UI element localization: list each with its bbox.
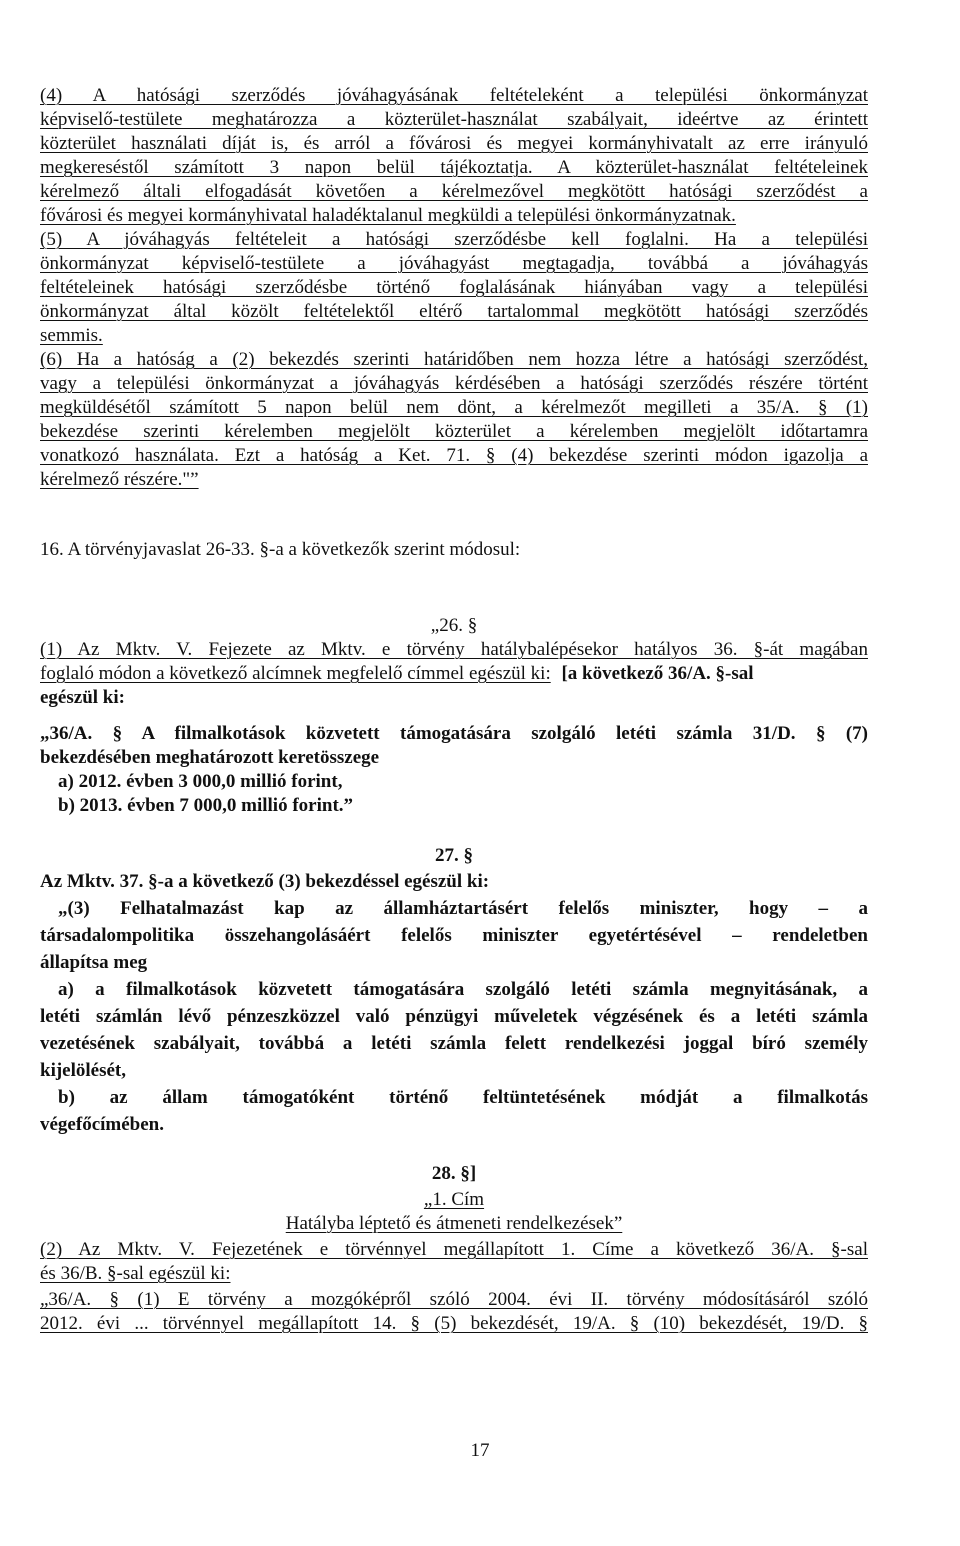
paragraph-line: bekezdésében meghatározott keretösszege [40,747,380,768]
paragraph-line: „36/A. § A filmalkotások közvetett támogatására szolgáló letéti számla 31/D. § (7) [40,723,868,744]
paragraph-line: megküldésétől számított 5 napon belül nem dönt, a kérelmezőt megilleti a 35/A. § (1) [40,397,868,418]
paragraph-line: közterület használati díját is, és arról a fővárosi és megyei kormányhivatalt az erre irányuló [40,133,868,154]
section-number: 28. §] [431,1163,477,1184]
paragraph-line: kérelmező részére."” [40,469,199,490]
paragraph-line: letéti számlán lévő pénzeszközzel való pénzügyi műveletek végzésének és a letéti számla [40,1006,868,1027]
paragraph-line: feltételeinek hatósági szerződésbe történő foglalásának hiányában vagy a települési [40,277,868,298]
section-number: „26. § [430,615,478,636]
paragraph-line: Az Mktv. 37. §-a a következő (3) bekezdéssel egészül ki: [40,871,490,892]
paragraph-line: (6) Ha a hatóság a (2) bekezdés szerinti határidőben nem hozza létre a hatósági szerződést, [40,349,868,370]
list-item: b) az állam támogatóként történő feltüntetésének módját a filmalkotás [58,1087,868,1108]
list-item: a) 2012. évben 3 000,0 millió forint, [58,771,343,792]
paragraph-line: „36/A. § (1) E törvény a mozgóképről szóló 2004. évi II. törvény módosításáról szóló [40,1289,868,1310]
paragraph-line: 2012. évi ... törvénnyel megállapított 14. § (5) bekezdését, 19/A. § (10) bekezdését, 19/D. § [40,1313,868,1334]
paragraph-line: végefőcímében. [40,1114,164,1135]
paragraph-line: képviselő-testülete meghatározza a közterület-használat szabályait, ideértve az érintett [40,109,868,130]
paragraph-line: (4) A hatósági szerződés jóváhagyásának feltételeként a települési önkormányzat [40,85,868,106]
paragraph-line: vezetésének szabályait, továbbá a letéti számla felett rendelkezési joggal bíró személy [40,1033,868,1054]
paragraph-line: fővárosi és megyei kormányhivatal haladéktalanul megküldi a települési önkormányzatnak. [40,205,736,226]
title-heading: Hatályba léptető és átmeneti rendelkezések” [285,1213,623,1234]
paragraph-line: bekezdése szerinti kérelemben megjelölt közterület a kérelemben megjelölt időtartamra [40,421,868,442]
paragraph-line: és 36/B. §-sal egészül ki: [40,1263,231,1284]
paragraph-line: „(3) Felhatalmazást kap az államháztartásért felelős miniszter, hogy – a [58,898,868,919]
paragraph-line: egészül ki: [40,687,125,708]
paragraph-line-text: foglaló módon a következő alcímnek megfelelő címmel egészül ki: [40,663,551,684]
paragraph-line: megkereséstől számított 3 napon belül tájékoztatja. A közterület-használat feltételeinek [40,157,868,178]
paragraph-line [40,662,868,686]
section-number: 27. § [435,845,473,866]
paragraph-line: kijelölését, [40,1060,127,1081]
paragraph-line: állapítsa meg [40,952,148,973]
paragraph-line: vagy a települési önkormányzat a jóváhagyás kérdésében a hatósági szerződés részére történt [40,373,868,394]
paragraph-line: társadalompolitika összehangolásáért felelős miniszter egyetértésével – rendeletben [40,925,868,946]
title-heading: „1. Cím [423,1189,485,1210]
paragraph-line: önkormányzat által közölt feltételektől eltérő tartalommal megkötött hatósági szerződés [40,301,868,322]
paragraph-line-bold-text: [a következő 36/A. §-sal [561,663,754,684]
paragraph-line: (2) Az Mktv. V. Fejezetének e törvénnyel megállapított 1. Címe a következő 36/A. §-sal [40,1239,868,1260]
paragraph-line: kérelmező általi elfogadását követően a kérelmezővel megkötött hatósági szerződést a [40,181,868,202]
paragraph-line: (5) A jóváhagyás feltételeit a hatósági szerződésbe kell foglalni. Ha a települési [40,229,868,250]
paragraph-line: semmis. [40,325,103,346]
paragraph-line: vonatkozó használata. Ezt a hatóság a Ket. 71. § (4) bekezdése szerinti módon igazolja a [40,445,868,466]
page-number: 17 [470,1440,490,1461]
list-item: a) a filmalkotások közvetett támogatására szolgáló letéti számla megnyitásának, a [58,979,868,1000]
list-item: b) 2013. évben 7 000,0 millió forint.” [58,795,354,816]
amendment-point-heading: 16. A törvényjavaslat 26-33. §-a a következők szerint módosul: [40,539,521,560]
paragraph-line: (1) Az Mktv. V. Fejezete az Mktv. e törvény hatálybalépésekor hatályos 36. §-át magában [40,639,868,660]
paragraph-line: önkormányzat képviselő-testülete a jóváhagyást megtagadja, továbbá a jóváhagyás [40,253,868,274]
